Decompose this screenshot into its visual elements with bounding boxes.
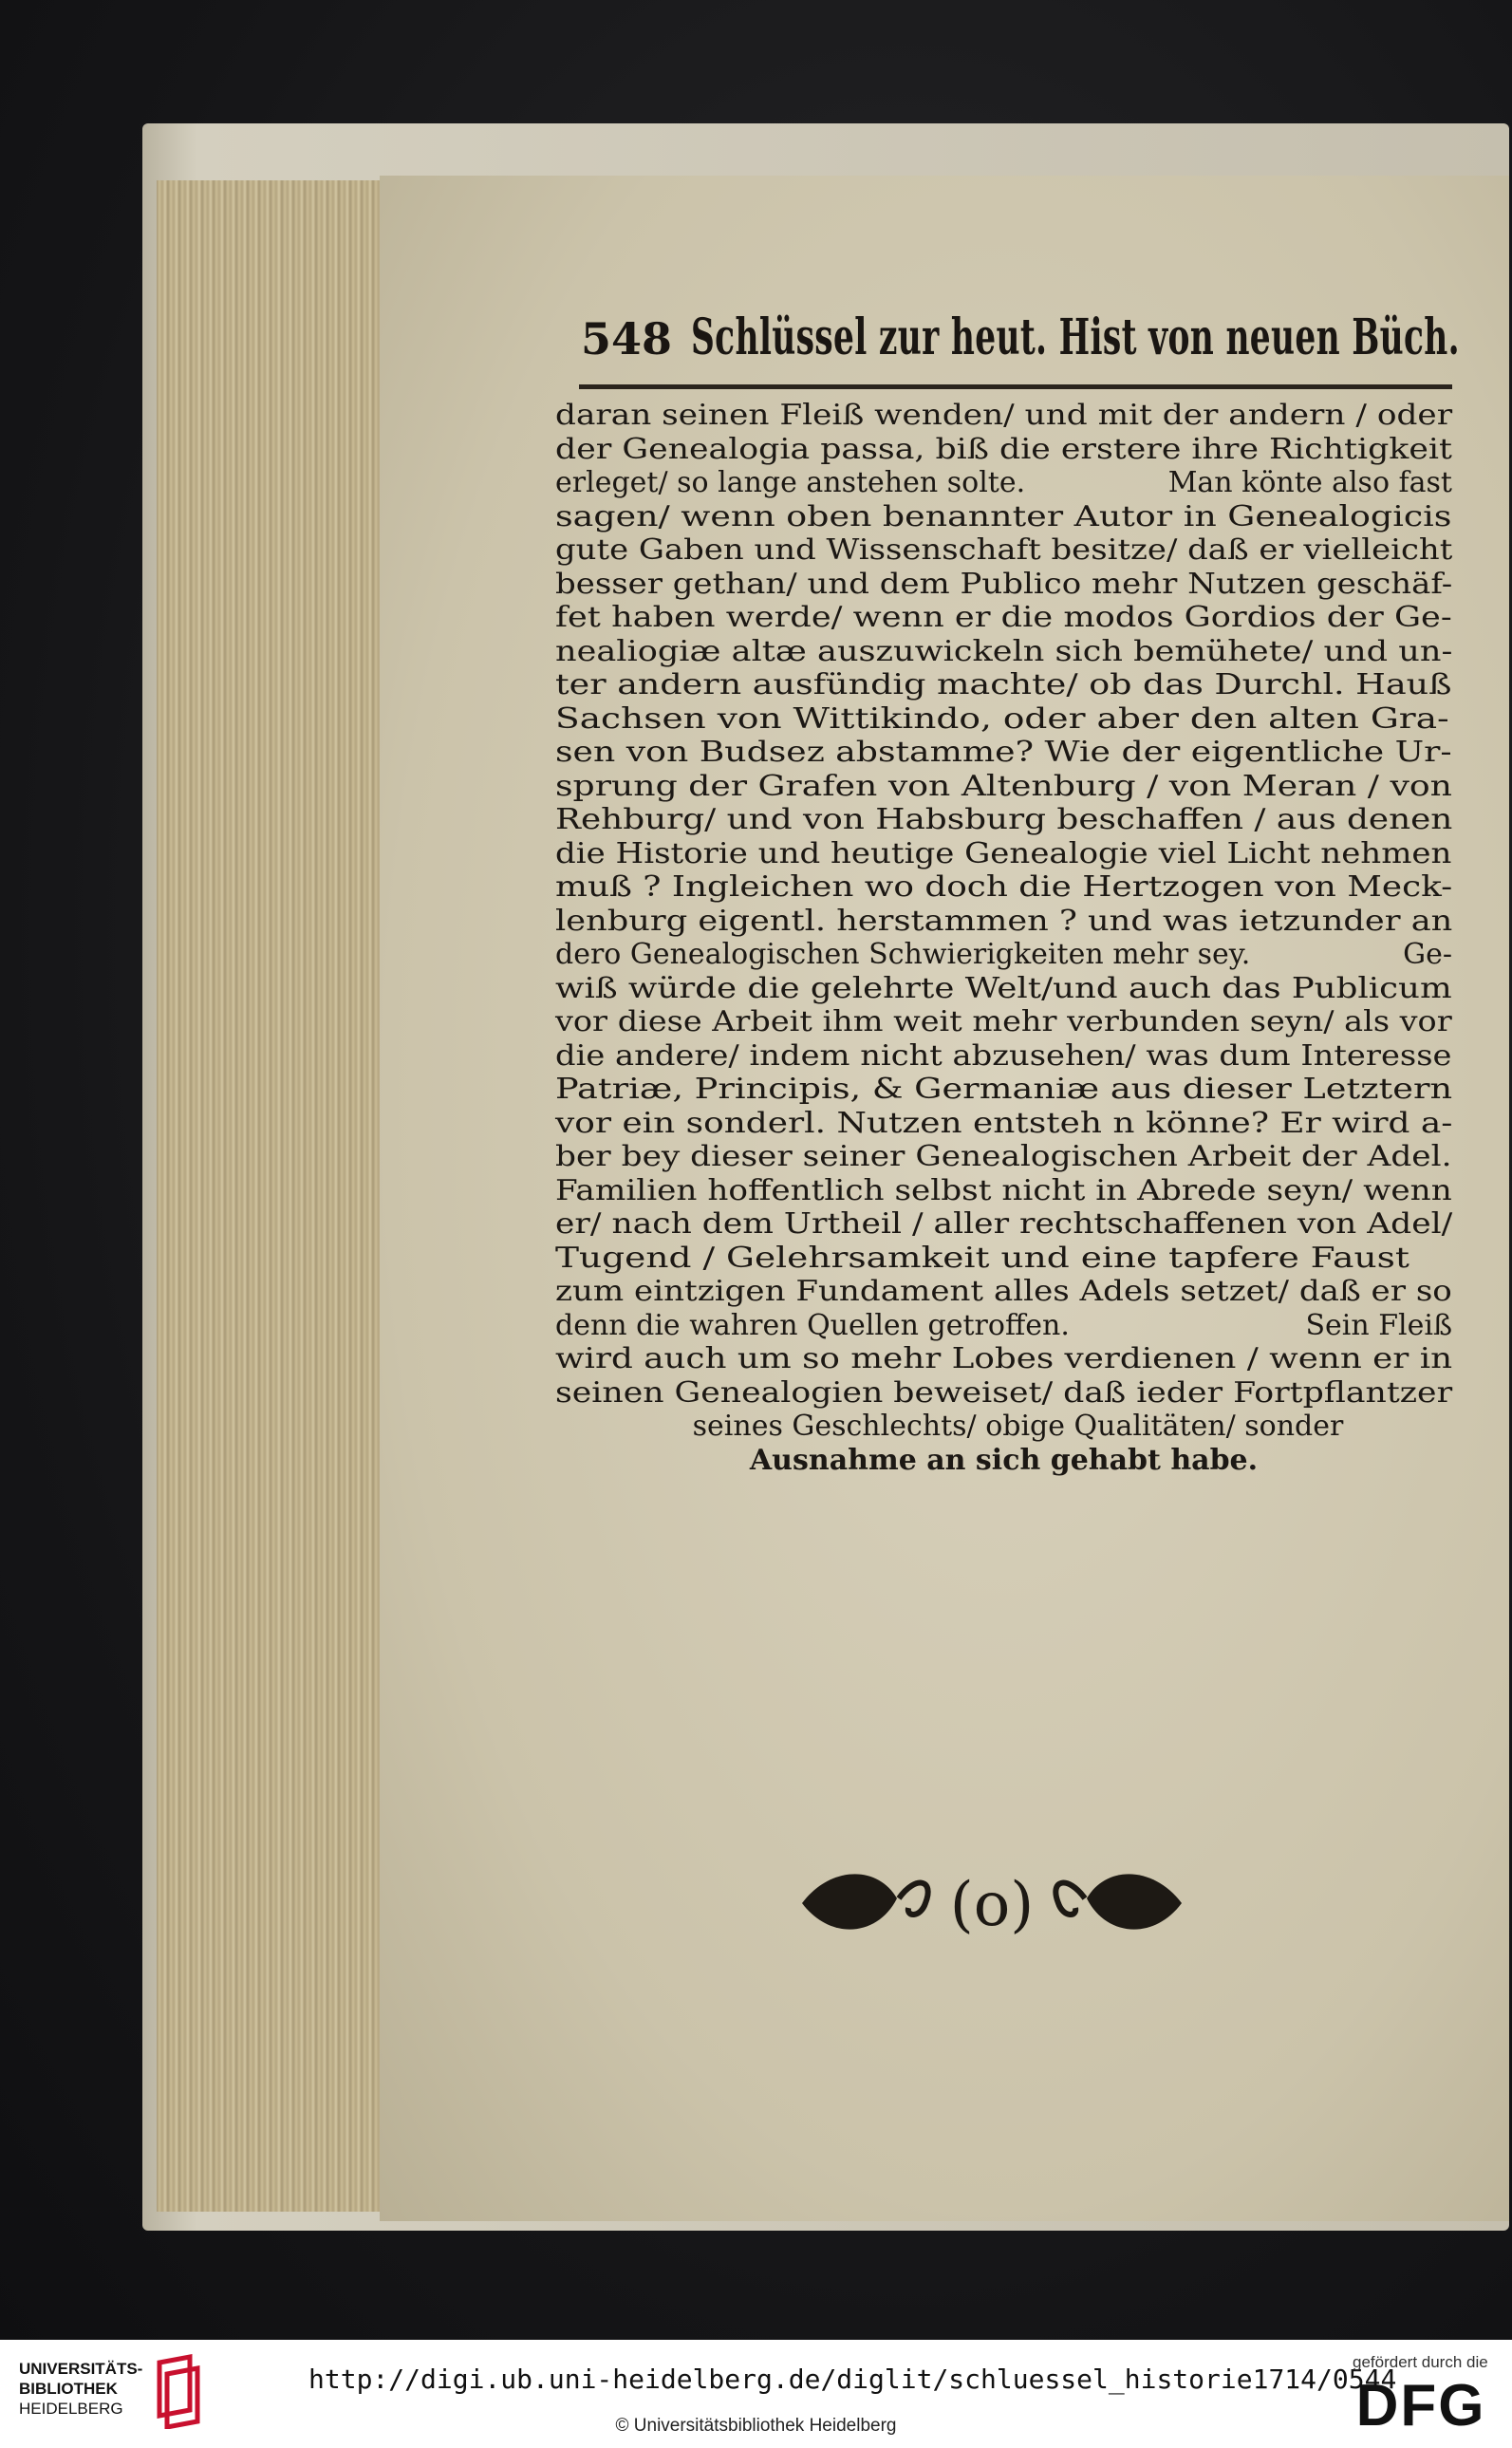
closing-line: seines Geschlechts/ obige Qualitäten/ sonder [692,1410,1344,1443]
library-logo-text [19,2359,142,2419]
ornament-center-text: (o) [949,1870,1035,1940]
text-segment: dero Genealogischen Schwierigkeiten mehr sey. [555,938,1251,971]
ornament-leaf-right-icon [1087,1874,1182,1929]
text-segment: vor diese Arbeit ihm weit mehr verbunden seyn/ als vor [555,1005,1452,1038]
text-segment: sprung der Grafen von Altenburg / von Meran / von [555,769,1452,803]
ornament-leaf-left-icon [802,1874,897,1929]
text-line [555,533,1452,568]
library-name-line: BIBLIOTHEK [19,2380,118,2398]
dfg-logo-icon [1343,2373,1500,2432]
text-line [555,837,1452,871]
text-segment: zum eintzigen Fundament alles Adels setzet/ daß er so [555,1275,1452,1308]
text-segment: Tugend / Gelehrsamkeit und eine tapfere Faust [555,1241,1409,1275]
text-segment: seinen Genealogien beweiset/ daß ieder Fortpflantzer [555,1375,1453,1410]
text-line [555,938,1452,972]
text-line [555,1005,1452,1039]
page-number: 548 [581,313,673,364]
text-line [555,905,1452,939]
text-line [555,736,1452,770]
text-line [555,500,1452,534]
text-line [555,1140,1452,1174]
text-segment: Patriæ, Principis, & Germaniæ aus dieser Letztern [555,1073,1453,1106]
ornament-swirl-right-icon [1055,1883,1085,1915]
dfg-logo-text: DFG [1355,2373,1486,2432]
text-segment: Sein Fleiß [1305,1308,1452,1342]
funder-caption: gefördert durch die [1353,2353,1488,2371]
text-segment: die Historie und heutige Genealogie viel Licht nehmen [555,836,1452,870]
page-edges [157,180,398,2212]
text-line [555,1039,1452,1074]
library-name-line: UNIVERSITÄTS- [19,2360,143,2378]
text-segment: Ge- [1403,938,1452,971]
page-header [581,308,1461,375]
copyright-notice: © Universitätsbibliothek Heidelberg [615,2416,897,2436]
text-segment: er/ nach dem Urtheil / aller rechtschaffenen von Adel/ [555,1207,1453,1241]
running-head: Schlüssel zur heut. Hist von neuen Büch. [691,308,1461,366]
text-segment: gute Gaben und Wissenschaft besitze/ daß er vielleicht [555,533,1453,567]
text-segment: daran seinen Fleiß wenden/ und mit der andern / oder [555,399,1453,432]
text-segment: nealiogiæ altæ auszuwickeln sich bemühete/ und un- [555,634,1453,668]
text-line [555,1309,1452,1343]
text-line [555,466,1452,500]
text-line [555,1107,1452,1141]
text-segment: sen von Budsez abstamme? Wie der eigentliche Ur- [555,736,1452,769]
text-line [555,870,1452,905]
text-segment: der Genealogia passa, biß die erstere ihre Richtigkeit [555,432,1452,466]
text-line [555,702,1452,737]
text-line [555,433,1452,467]
text-segment: die andere/ indem nicht abzusehen/ was dum Interesse [555,1038,1452,1073]
document-url[interactable]: http://digi.ub.uni-heidelberg.de/diglit/schluessel_historie1714/0544 [308,2364,1397,2395]
viewer-footer [0,2340,1512,2448]
text-segment: Familien hoffentlich selbst nicht in Abrede seyn/ wenn [555,1173,1452,1207]
end-ornament [793,1860,1191,1946]
text-line [555,635,1452,669]
text-segment: wird auch um so mehr Lobes verdienen / wenn er in [555,1342,1453,1375]
text-line [555,568,1452,602]
text-line [555,770,1452,804]
text-line [555,1073,1452,1107]
text-segment: wiß würde die gelehrte Welt/und auch das Publicum [555,971,1452,1005]
body-text [555,399,1452,1477]
text-segment: lenburg eigentl. herstammen ? und was ietzunder an [555,904,1453,938]
text-line [555,1174,1452,1208]
text-segment: erleget/ so lange anstehen solte. [555,466,1026,499]
text-line [555,972,1452,1006]
text-segment: Rehburg/ und von Habsburg beschaffen / aus denen [555,803,1453,836]
text-segment: denn die wahren Quellen getroffen. [555,1308,1070,1342]
text-segment: fet haben werde/ wenn er die modos Gordios der Ge- [555,601,1452,634]
text-line [555,803,1452,837]
text-segment: ber bey dieser seiner Genealogischen Arbeit der Adel. [555,1140,1452,1173]
text-line [555,1242,1452,1276]
text-segment: besser gethan/ und dem Publico mehr Nutzen geschäf- [555,567,1453,601]
text-segment: Sachsen von Wittikindo, oder aber den alten Gra- [555,701,1449,736]
text-line [555,399,1452,433]
text-line [555,668,1452,702]
text-line [555,601,1452,635]
text-segment: Man könte also fast [1167,466,1452,499]
text-line [555,1376,1452,1411]
text-line [555,1207,1452,1242]
text-line [555,1342,1452,1376]
text-segment: vor ein sonderl. Nutzen entsteh n könne? Er wird a- [555,1106,1453,1140]
header-rule [579,384,1452,389]
library-name-line: HEIDELBERG [19,2400,123,2418]
text-line [555,1275,1452,1309]
text-segment: muß ? Ingleichen wo doch die Hertzogen von Meck- [555,870,1453,904]
ornament-swirl-left-icon [899,1883,928,1915]
text-segment: sagen/ wenn oben benannter Autor in Genealogicis [555,499,1452,533]
closing-line: Ausnahme an sich gehabt habe. [749,1443,1259,1477]
text-segment: ter andern ausfündig machte/ ob das Durchl. Hauß [555,668,1452,701]
